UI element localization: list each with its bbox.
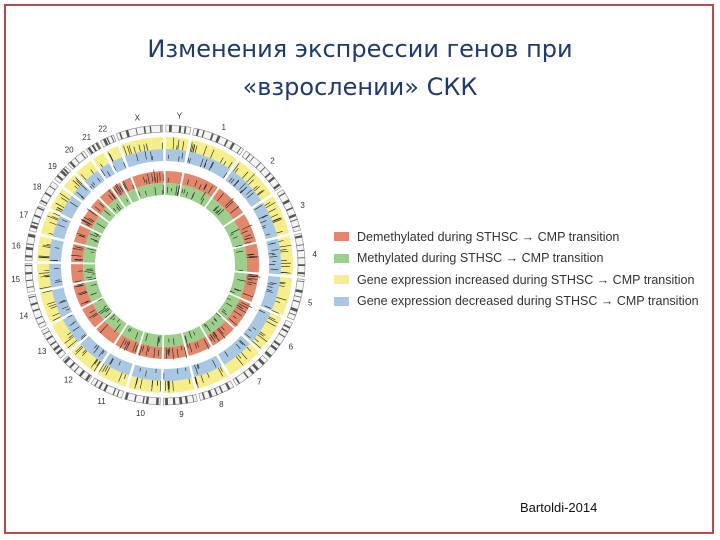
legend-label: Gene expression decreased during STHSC → CMP transition	[357, 294, 699, 309]
chromosome-band	[156, 398, 159, 405]
chromosome-label: 1	[221, 122, 227, 132]
chromosome-label: 15	[11, 275, 21, 285]
chromosome-ideogram	[295, 233, 305, 276]
chromosome-label: 2	[270, 156, 275, 166]
chromosome-band	[298, 264, 305, 266]
chromosome-ideogram-ring	[25, 122, 305, 405]
demethylation-ring	[166, 171, 183, 184]
expression-down-ring	[49, 264, 63, 288]
chromosome-label: 8	[219, 400, 224, 410]
chromosome-label: 13	[37, 346, 47, 356]
chromosome-label: 22	[98, 124, 108, 134]
chromosome-label: 18	[32, 182, 42, 192]
title-line-2: «взрослении» СКК	[242, 73, 478, 101]
chromosome-label: 3	[300, 201, 305, 211]
chromosome-label: 12	[63, 375, 73, 385]
expression-down-ring	[166, 149, 187, 163]
chromosome-ideogram	[25, 264, 35, 293]
citation: Bartoldi-2014	[520, 500, 598, 515]
chromosome-label: 14	[19, 311, 29, 321]
chromosome-label: X	[134, 113, 140, 123]
chromosome-label: 5	[307, 298, 313, 308]
chromosome-label: Y	[176, 111, 183, 121]
chromosome-label: 11	[97, 396, 106, 406]
legend-label: Methylated during STHSC → CMP transition	[357, 251, 604, 266]
slide-title	[60, 30, 660, 106]
chromosome-label: 9	[179, 410, 184, 420]
legend-item-demethylated	[334, 226, 699, 248]
chromosome-band	[169, 125, 172, 132]
legend-swatch	[334, 297, 349, 306]
expression-down-ring	[49, 239, 64, 262]
chromosome-label: 6	[288, 342, 294, 352]
methylation-track	[71, 170, 260, 360]
chromosome-label: 21	[82, 133, 92, 143]
legend-item-expression-decreased	[334, 291, 699, 313]
legend	[334, 226, 699, 312]
demethylation-ring	[245, 244, 259, 273]
chromosome-label: 7	[257, 377, 262, 387]
circos-plot	[11, 110, 317, 420]
legend-label: Gene expression increased during STHSC → CMP transition	[357, 272, 695, 287]
methylation-ring	[233, 246, 247, 271]
chromosome-label: 16	[11, 241, 21, 251]
chromosome-ideogram	[125, 392, 161, 405]
legend-swatch	[334, 232, 349, 241]
methylation-ring	[164, 333, 184, 347]
chromosome-band	[165, 398, 168, 405]
chromosome-label: 19	[47, 161, 57, 171]
chromosome-band	[25, 265, 32, 266]
chromosome-label: 10	[136, 408, 145, 418]
title-line-1: Изменения экспрессии генов при	[147, 35, 573, 63]
legend-item-expression-increased	[334, 269, 699, 291]
legend-item-methylated	[334, 248, 699, 270]
legend-swatch	[334, 254, 349, 263]
chromosome-ideogram	[54, 166, 70, 183]
chromosome-label: 4	[312, 249, 317, 259]
legend-swatch	[334, 275, 349, 284]
demethylation-ring	[71, 264, 85, 283]
chromosome-label: 17	[19, 210, 29, 220]
expression-up-ring	[166, 137, 189, 151]
legend-label: Demethylated during STHSC → CMP transition	[357, 229, 620, 244]
chromosome-label: 20	[64, 145, 74, 155]
